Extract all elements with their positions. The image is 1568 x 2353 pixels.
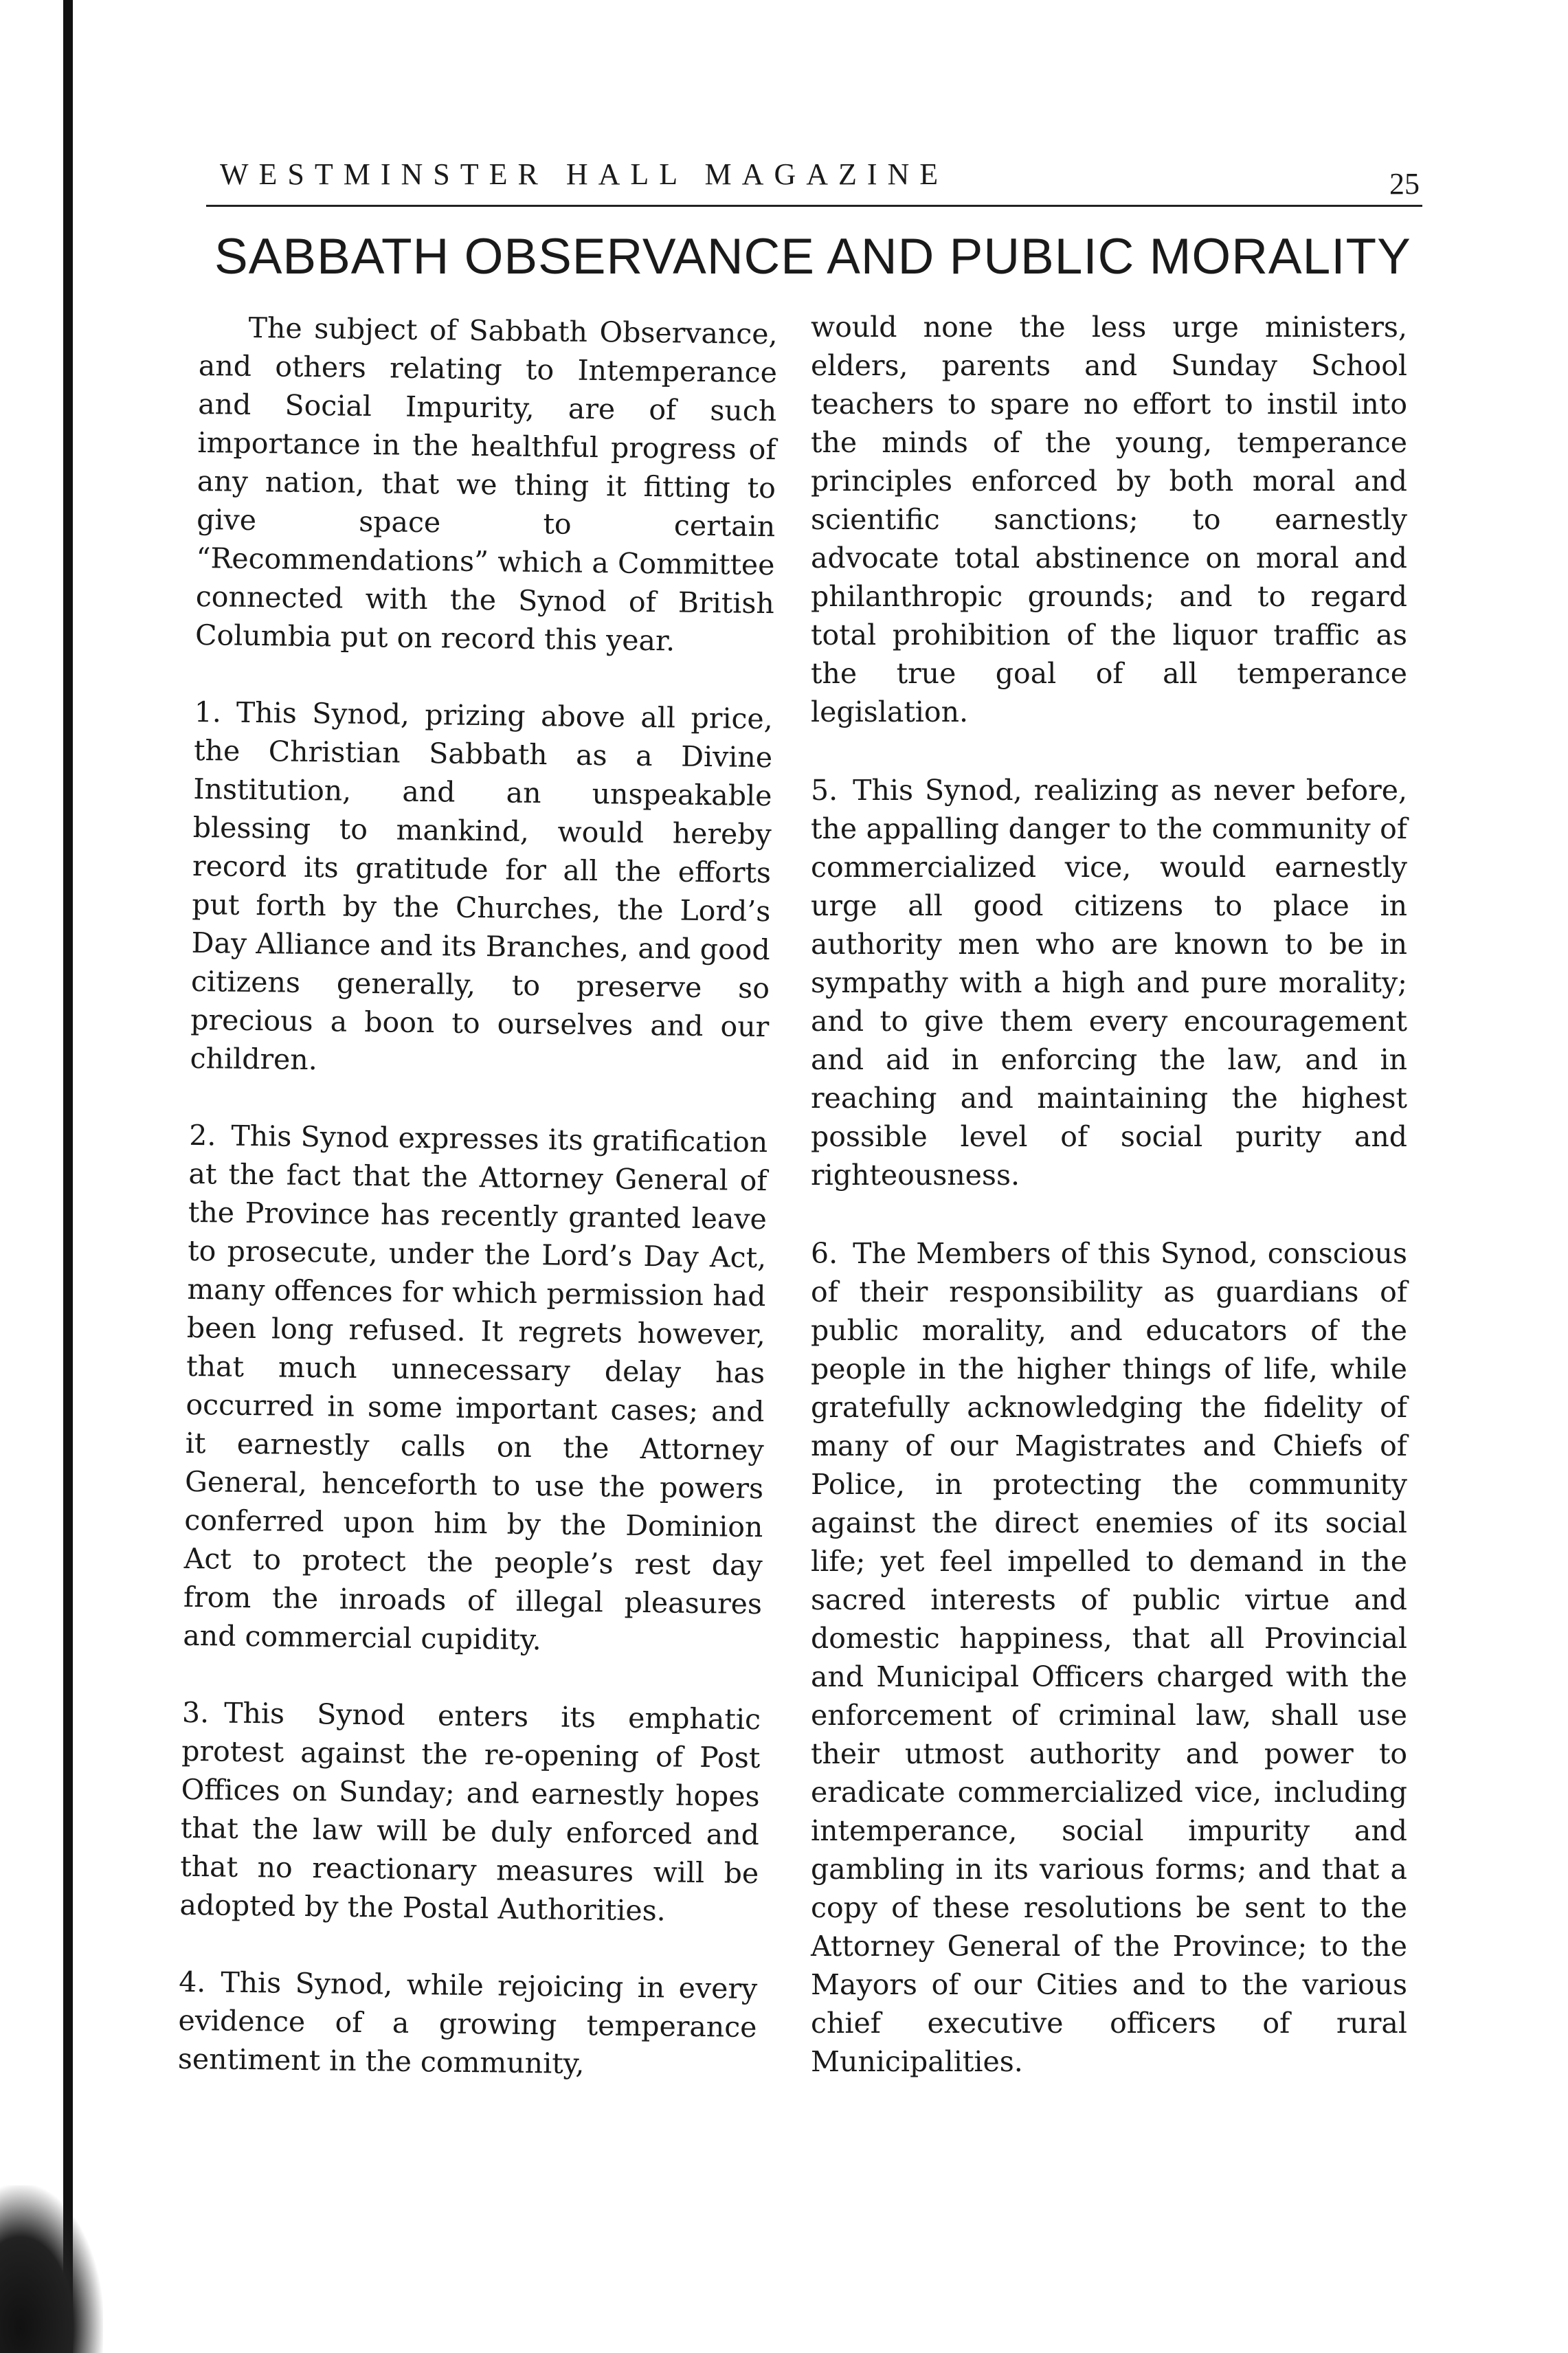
scan-binding-edge: [63, 0, 73, 2353]
resolution-text: This Synod, while rejoicing in every evidence of a growing temperance sentiment in the community,: [177, 1965, 758, 2081]
resolution-number: 1.: [194, 695, 222, 729]
resolution-text: This Synod expresses its gratification at the fact that the Attorney General of the Province has recently granted leave to prosecute, under the Lord’s Day Act, many offences for which permission had been long refused. It regrets however, that much unnecessary delay has occurred in some important cases; and it earnestly calls on the Attorney General, henceforth to use the powers conferred upon him by the Dominion Act to protect the people’s rest day from the inroads of illegal pleasures and commercial cupidity.: [183, 1119, 768, 1657]
resolution-text: This Synod, prizing above all price, the Christian Sabbath as a Divine Institution, and an unspeakable blessing to mankind, would hereby record its gratitude for all the efforts put forth by the Churches, the Lord’s Day Alliance and its Branches, and good citizens generally, to preserve so precious a boon to ourselves and our children.: [190, 695, 774, 1077]
resolution-number: 4.: [178, 1965, 206, 1999]
resolution-3: [179, 1693, 761, 1931]
resolution-text: This Synod enters its emphatic protest against the re-opening of Post Offices on Sunday; and earnestly hopes that the law will be duly enforced and that no reactionary measures will be adopted by the Postal Authorities.: [179, 1696, 761, 1928]
resolution-number: 6.: [811, 1237, 838, 1270]
resolution-4-continued: would none the less urge ministers, elders, parents and Sunday School teachers to spare no effort to instil into the minds of the young, temperance principles enforced by both moral and scientific sanctions; to earnestly advocate total abstinence on moral and philanthropic grounds; and to regard total prohibition of the liquor traffic as the true goal of all temperance legislation.: [811, 311, 1407, 728]
scan-corner-blot: [0, 2185, 103, 2353]
running-title: WESTMINSTER HALL MAGAZINE: [220, 157, 949, 191]
resolution-2: [183, 1116, 768, 1662]
header-rule: [206, 205, 1422, 207]
resolution-number: 5.: [811, 774, 838, 807]
resolution-5: [811, 771, 1407, 1194]
resolution-text: The Members of this Synod, conscious of their responsibility as guardians of public morality, and educators of the people in the higher things of life, while gratefully acknowledging the fidelity of many of our Magistrates and Chiefs of Police, in protecting the community against the direct enemies of its social life; yet feel impelled to demand in the sacred interests of public virtue and domestic happiness, that all Provincial and Municipal Officers charged with the enforcement of criminal law, shall use their utmost authority and power to eradicate commercialized vice, including intemperance, social impurity and gambling in its various forms; and that a copy of these resolutions be sent to the Attorney General of the Province; to the Mayors of our Cities and to the various chief executive officers of rural Municipalities.: [811, 1237, 1407, 2078]
right-column: [811, 308, 1407, 2121]
left-column: [177, 308, 778, 2123]
resolution-number: 2.: [188, 1118, 216, 1152]
resolution-number: 3.: [181, 1695, 210, 1730]
page-number: 25: [1389, 167, 1420, 201]
resolution-6: [811, 1234, 1407, 2081]
article-title: SABBATH OBSERVANCE AND PUBLIC MORALITY: [214, 229, 1411, 285]
resolution-1: [190, 693, 773, 1084]
resolution-text: This Synod, realizing as never before, the appalling danger to the community of commercialized vice, would earnestly urge all good citizens to place in authority men who are known to be in sympathy with a high and pure morality; and to give them every encouragement and aid in enforcing the law, and in reaching and maintaining the highest possible level of social purity and righteousness.: [811, 774, 1407, 1192]
resolution-4-start: [178, 1963, 758, 2085]
intro-paragraph: The subject of Sabbath Observance, and others relating to Intemperance and Social Impurity, are of such importance in the healthful progress of any nation, that we thing it fitting to give space to certain “Recommendations” which a Committee connected with the Synod of British Columbia put on record this year.: [194, 311, 778, 658]
